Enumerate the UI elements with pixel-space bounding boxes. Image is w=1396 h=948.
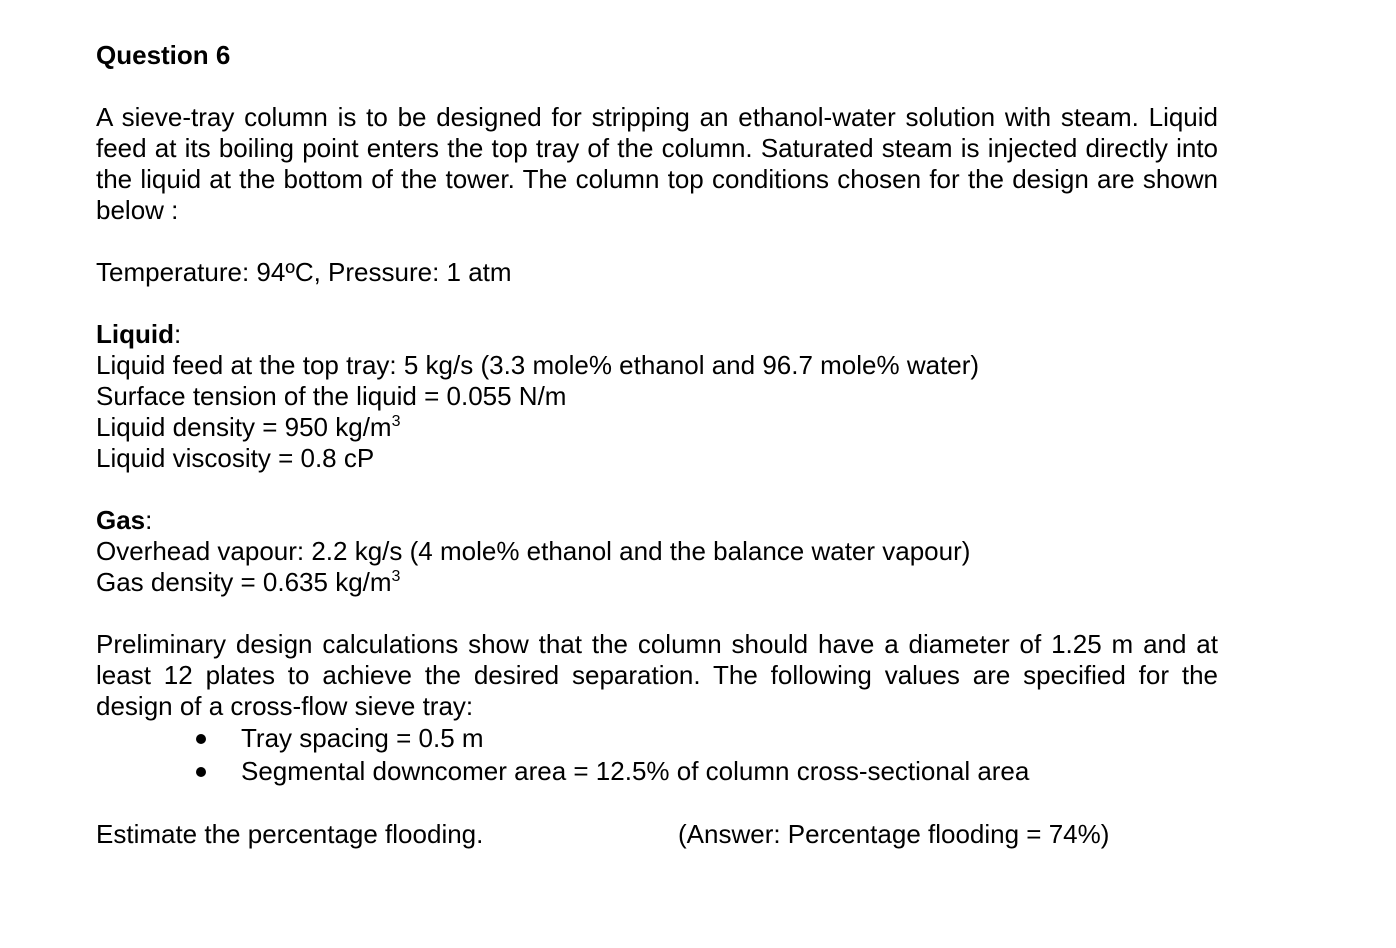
bullet-icon [196,767,206,777]
gas-vapour: Overhead vapour: 2.2 kg/s (4 mole% ethanol and the balance water vapour) [96,536,971,566]
bullet-text-tray-spacing: Tray spacing = 0.5 m [241,723,484,753]
liquid-density: Liquid density = 950 kg/m [96,412,392,442]
gas-heading-colon: : [145,505,153,535]
task-answer: (Answer: Percentage flooding = 74%) [678,819,1110,849]
gas-heading: Gas [96,505,146,535]
liquid-heading: Liquid [96,319,174,349]
liquid-heading-colon: : [173,319,182,349]
gas-section [96,505,1218,598]
liquid-viscosity: Liquid viscosity = 0.8 cP [96,443,375,473]
question-intro: A sieve-tray column is to be designed for stripping an ethanol-water solution with steam. Liquid feed at its boiling point enters the top tray of the column. Saturated steam is injected directly into the liquid at the bottom of the tower. The column top conditions chosen for the design are shown below : [96,102,1218,225]
liquid-surface-tension: Surface tension of the liquid = 0.055 N/m [96,381,567,411]
bullet-item [96,722,1218,755]
gas-density: Gas density = 0.635 kg/m [96,567,392,597]
gas-density-line [96,567,1218,598]
question-document [96,40,1218,850]
bullet-icon [196,734,206,744]
liquid-feed: Liquid feed at the top tray: 5 kg/s (3.3 mole% ethanol and 96.7 mole% water) [96,350,980,380]
gas-density-exponent: 3 [391,568,401,585]
liquid-heading-line [96,319,1218,350]
bullet-item [96,755,1218,788]
question-title: Question 6 [96,40,231,70]
task-row [96,819,1218,850]
design-paragraph: Preliminary design calculations show that the column should have a diameter of 1.25 m and at least 12 plates to achieve the desired separation. The following values are specified for the design of a cross-flow sieve tray: [96,629,1218,721]
task-instruction: Estimate the percentage flooding. [96,819,484,849]
liquid-density-exponent: 3 [391,413,401,430]
design-bullet-list [96,722,1218,788]
liquid-section [96,319,1218,474]
bullet-text-downcomer-area: Segmental downcomer area = 12.5% of column cross-sectional area [241,756,1030,786]
operating-conditions: Temperature: 94ºC, Pressure: 1 atm [96,257,512,287]
gas-heading-line [96,505,1218,536]
liquid-density-line [96,412,1218,443]
